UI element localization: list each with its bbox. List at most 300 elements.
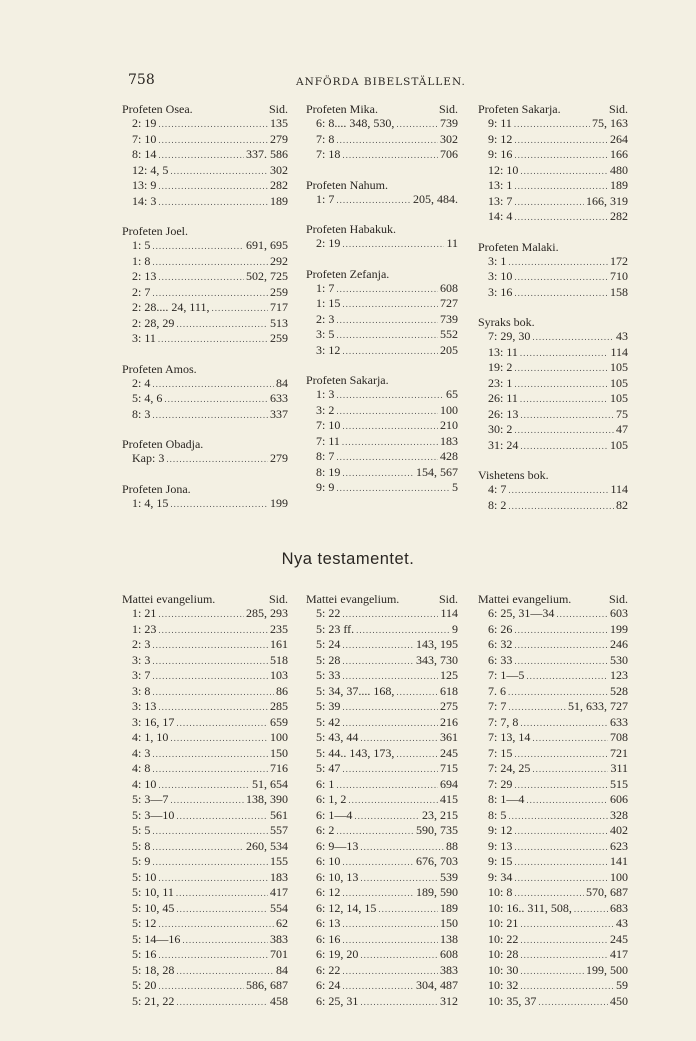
verse-reference: 5: 39 <box>316 699 341 713</box>
index-entry <box>306 116 458 132</box>
leader-dots <box>336 823 414 839</box>
section-heading <box>122 102 288 116</box>
verse-reference: 5: 3—10 <box>132 807 175 822</box>
verse-reference: 12: 10 <box>488 162 519 177</box>
page-references: 417 <box>270 885 288 899</box>
page-references: 633 <box>610 714 628 729</box>
page-references: 586, 687 <box>246 978 288 992</box>
leader-dots <box>538 994 608 1010</box>
index-entry <box>306 699 458 715</box>
index-entry <box>306 808 458 824</box>
page-references: 103 <box>270 668 288 682</box>
page-references: 502, 725 <box>246 269 288 283</box>
page-references: 105 <box>610 360 628 374</box>
index-entry <box>478 482 628 498</box>
verse-reference: 6: 12 <box>316 885 341 899</box>
index-entry <box>306 916 458 932</box>
verse-reference: 5: 44.. 143, 173, <box>316 745 395 760</box>
leader-dots <box>152 285 268 301</box>
verse-reference: 8: 19 <box>316 464 341 479</box>
verse-reference: 7: 7, 8 <box>488 714 519 729</box>
index-entry <box>306 730 458 746</box>
verse-reference: 8: 3 <box>132 406 151 421</box>
index-entry <box>122 870 288 886</box>
book-title: Mattei evangelium. <box>122 592 216 606</box>
book-title: Profeten Obadja. <box>122 437 204 451</box>
index-entry <box>306 637 458 653</box>
index-entry <box>478 147 628 163</box>
index-entry <box>478 422 628 438</box>
book-title: Syraks bok. <box>478 315 535 329</box>
verse-reference: 6: 33 <box>488 652 513 667</box>
index-entry <box>306 236 458 252</box>
page-references: 328 <box>610 807 628 822</box>
leader-dots <box>152 254 268 270</box>
verse-reference: 10: 35, 37 <box>488 993 537 1008</box>
leader-dots <box>176 885 268 901</box>
verse-reference: 1: 7 <box>316 191 335 206</box>
section-heading <box>122 437 288 451</box>
book-title: Profeten Nahum. <box>306 177 388 192</box>
verse-reference: 6: 19, 20 <box>316 947 359 961</box>
book-title: Profeten Sakarja. <box>306 373 389 387</box>
ot-column-1 <box>122 102 288 526</box>
book-title: Profeten Zefanja. <box>306 266 390 281</box>
verse-reference: 8: 7 <box>316 449 335 463</box>
index-entry <box>478 653 628 669</box>
verse-reference: 5: 10, 45 <box>132 900 175 915</box>
verse-reference: 10: 21 <box>488 916 519 930</box>
index-entry <box>478 391 628 407</box>
page-references: 135 <box>270 116 288 130</box>
leader-dots <box>158 777 250 793</box>
page-references: 623 <box>610 838 628 853</box>
index-entry <box>306 403 458 419</box>
leader-dots <box>342 296 438 312</box>
leader-dots <box>520 715 608 731</box>
index-section <box>478 468 628 513</box>
page-number: 758 <box>128 72 155 88</box>
index-entry <box>122 699 288 715</box>
page-references: 216 <box>440 714 458 729</box>
page-references: 183 <box>270 869 288 884</box>
page-references: 285 <box>270 699 288 713</box>
index-entry <box>306 901 458 917</box>
page-references: 199 <box>270 495 288 510</box>
index-entry <box>478 916 628 932</box>
page-references: 75, 163 <box>592 116 628 130</box>
verse-reference: 8: 2 <box>488 497 507 512</box>
index-entry <box>122 254 288 270</box>
leader-dots <box>574 901 608 917</box>
index-entry <box>478 699 628 715</box>
verse-reference: 6: 12, 14, 15 <box>316 900 377 915</box>
verse-reference: 12: 4, 5 <box>132 162 169 177</box>
index-entry <box>122 653 288 669</box>
page-references: 105 <box>610 391 628 405</box>
leader-dots <box>360 839 444 855</box>
leader-dots <box>526 792 608 808</box>
page-references: 105 <box>610 437 628 452</box>
verse-reference: 9: 12 <box>488 823 513 837</box>
leader-dots <box>342 653 414 669</box>
page-references: 43 <box>616 916 628 930</box>
verse-reference: 13: 7 <box>488 193 513 208</box>
index-entry <box>306 449 458 465</box>
index-entry <box>478 637 628 653</box>
page-references: 739 <box>440 311 458 326</box>
verse-reference: 4: 3 <box>132 745 151 760</box>
leader-dots <box>342 465 414 481</box>
leader-dots <box>342 916 438 932</box>
page-references: 141 <box>610 854 628 868</box>
page-references: 302 <box>270 162 288 177</box>
page-references: 161 <box>270 637 288 651</box>
verse-reference: 2: 3 <box>316 311 335 326</box>
page-references: 415 <box>440 792 458 806</box>
nt-column-3 <box>478 592 628 1024</box>
index-section <box>306 178 458 208</box>
verse-reference: 5: 10 <box>132 869 157 884</box>
page-references: 245 <box>440 745 458 760</box>
page-references: 189, 590 <box>416 885 458 899</box>
verse-reference: 9: 12 <box>488 131 513 146</box>
leader-dots <box>514 777 608 793</box>
index-section <box>122 362 288 423</box>
page-references: 480 <box>610 162 628 177</box>
verse-reference: 5: 16 <box>132 947 157 961</box>
index-entry <box>122 178 288 194</box>
index-entry <box>122 132 288 148</box>
index-entry <box>306 932 458 948</box>
index-entry <box>478 132 628 148</box>
index-entry <box>122 978 288 994</box>
page-references: 105 <box>610 375 628 390</box>
book-title: Profeten Osea. <box>122 102 193 116</box>
verse-reference: 10: 8 <box>488 885 513 899</box>
index-entry <box>478 163 628 179</box>
leader-dots <box>152 668 268 684</box>
page-references: 608 <box>440 947 458 961</box>
index-entry <box>478 329 628 345</box>
index-entry <box>478 622 628 638</box>
leader-dots <box>336 777 438 793</box>
verse-reference: 2: 7 <box>132 284 151 299</box>
leader-dots <box>176 963 274 979</box>
index-entry <box>122 238 288 254</box>
page-references: 282 <box>270 178 288 192</box>
index-entry <box>478 885 628 901</box>
verse-reference: 3: 8 <box>132 683 151 698</box>
section-heading <box>122 362 288 376</box>
page-references: 515 <box>610 776 628 791</box>
nt-column-1 <box>122 592 288 1024</box>
page-references: 51, 633, 727 <box>568 699 628 713</box>
verse-reference: 6: 22 <box>316 962 341 977</box>
verse-reference: 1: 23 <box>132 621 157 636</box>
index-entry <box>478 901 628 917</box>
page-references: 62 <box>276 916 288 930</box>
leader-dots <box>342 963 438 979</box>
leader-dots <box>514 147 608 163</box>
leader-dots <box>336 449 438 465</box>
sid-label: Sid. <box>438 592 458 606</box>
index-entry <box>478 209 628 225</box>
index-entry <box>306 746 458 762</box>
leader-dots <box>532 730 608 746</box>
leader-dots <box>158 622 268 638</box>
index-entry <box>478 932 628 948</box>
page-references: 717 <box>270 300 288 314</box>
verse-reference: 6: 13 <box>316 916 341 930</box>
leader-dots <box>508 482 608 498</box>
page-references: 114 <box>610 482 628 496</box>
index-entry <box>306 777 458 793</box>
verse-reference: 6: 16 <box>316 931 341 946</box>
page-references: 75 <box>616 406 628 421</box>
leader-dots <box>348 792 438 808</box>
verse-reference: 1: 5 <box>132 238 151 252</box>
page-references: 539 <box>440 869 458 884</box>
page-references: 428 <box>440 449 458 463</box>
verse-reference: 8: 5 <box>488 807 507 822</box>
page-references: 264 <box>610 131 628 146</box>
page-references: 84 <box>276 375 288 390</box>
leader-dots <box>336 387 444 403</box>
leader-dots <box>336 403 438 419</box>
verse-reference: 5: 9 <box>132 854 151 868</box>
page-references: 51, 654 <box>252 776 288 791</box>
index-entry <box>122 668 288 684</box>
verse-reference: 5: 24 <box>316 637 341 651</box>
leader-dots <box>514 376 608 392</box>
verse-reference: 3: 3 <box>132 652 151 667</box>
leader-dots <box>520 407 614 423</box>
index-entry <box>306 480 458 496</box>
index-entry <box>306 312 458 328</box>
verse-reference: 7. 6 <box>488 683 506 698</box>
book-title: Mattei evangelium. <box>306 592 400 606</box>
index-entry <box>122 730 288 746</box>
page-references: 554 <box>270 900 288 915</box>
section-heading <box>306 222 458 236</box>
section-heading <box>478 468 628 482</box>
verse-reference: 2: 13 <box>132 269 157 283</box>
page-references: 166 <box>610 147 628 161</box>
index-entry <box>478 978 628 994</box>
verse-reference: 10: 30 <box>488 962 519 977</box>
index-entry <box>306 870 458 886</box>
index-entry <box>306 281 458 297</box>
verse-reference: 5: 12 <box>132 916 157 930</box>
leader-dots <box>514 839 608 855</box>
book-title: Profeten Amos. <box>122 361 197 376</box>
index-entry <box>478 715 628 731</box>
verse-reference: 7: 11 <box>316 433 340 448</box>
verse-reference: 3: 12 <box>316 342 341 357</box>
verse-reference: 6: 26 <box>488 621 513 636</box>
page-references: 708 <box>610 730 628 744</box>
leader-dots <box>342 434 438 450</box>
leader-dots <box>158 699 268 715</box>
leader-dots <box>514 360 608 376</box>
index-entry <box>122 823 288 839</box>
page-references: 143, 195 <box>416 637 458 651</box>
leader-dots <box>514 885 584 901</box>
page-references: 561 <box>270 807 288 822</box>
leader-dots <box>532 329 614 345</box>
leader-dots <box>342 147 438 163</box>
leader-dots <box>342 418 438 434</box>
verse-reference: 9: 13 <box>488 838 513 853</box>
leader-dots <box>176 901 268 917</box>
page-references: 701 <box>270 947 288 961</box>
page-references: 285, 293 <box>246 606 288 620</box>
section-heading <box>478 315 628 329</box>
index-entry <box>478 407 628 423</box>
index-section <box>478 102 628 225</box>
verse-reference: 10: 22 <box>488 931 519 946</box>
index-entry <box>122 163 288 179</box>
leader-dots <box>158 947 268 963</box>
leader-dots <box>360 870 438 886</box>
leader-dots <box>396 684 438 700</box>
page-references: 343, 730 <box>416 652 458 667</box>
verse-reference: 7: 10 <box>316 418 341 432</box>
verse-reference: 5: 34, 37.... 168, <box>316 683 395 698</box>
verse-reference: 5: 8 <box>132 838 151 853</box>
verse-reference: 7: 24, 25 <box>488 761 531 775</box>
verse-reference: 6: 1—4 <box>316 807 353 822</box>
book-title: Profeten Mika. <box>306 102 378 116</box>
leader-dots <box>520 916 614 932</box>
verse-reference: 5: 43, 44 <box>316 730 359 744</box>
verse-reference: 6: 9—13 <box>316 838 359 853</box>
leader-dots <box>520 978 614 994</box>
page-references: 88 <box>446 838 458 853</box>
page-references: 450 <box>610 993 628 1008</box>
verse-reference: 7: 7 <box>488 699 507 713</box>
leader-dots <box>520 947 608 963</box>
page-references: 279 <box>270 131 288 146</box>
index-entry <box>306 327 458 343</box>
index-entry <box>306 434 458 450</box>
index-entry <box>478 606 628 622</box>
leader-dots <box>514 285 608 301</box>
leader-dots <box>514 116 590 132</box>
index-entry <box>306 606 458 622</box>
page-references: 82 <box>616 497 628 512</box>
nt-heading: Nya testamentet. <box>281 550 415 568</box>
leader-dots <box>556 606 608 622</box>
verse-reference: 6: 10 <box>316 854 341 868</box>
index-entry <box>478 823 628 839</box>
page-references: 183 <box>440 433 458 448</box>
verse-reference: 1: 7 <box>316 280 335 295</box>
leader-dots <box>396 116 438 132</box>
section-heading <box>122 592 288 606</box>
section-heading <box>306 373 458 387</box>
leader-dots <box>182 932 268 948</box>
running-head: ANFÖRDA BIBELSTÄLLEN. <box>296 76 466 88</box>
index-entry <box>478 994 628 1010</box>
page-references: 606 <box>610 792 628 806</box>
leader-dots <box>158 116 268 132</box>
index-entry <box>122 147 288 163</box>
leader-dots <box>158 178 268 194</box>
page-references: 125 <box>440 668 458 682</box>
section-heading <box>306 102 458 116</box>
verse-reference: 1: 8 <box>132 253 151 268</box>
sid-label: Sid. <box>268 592 288 606</box>
index-entry <box>306 947 458 963</box>
leader-dots <box>152 653 268 669</box>
page-references: 706 <box>440 147 458 161</box>
index-entry <box>478 194 628 210</box>
index-entry <box>306 978 458 994</box>
ot-column-2 <box>306 102 458 511</box>
leader-dots <box>158 132 268 148</box>
page-references: 210 <box>440 418 458 432</box>
page-references: 716 <box>270 761 288 775</box>
index-entry <box>478 730 628 746</box>
page-references: 199 <box>610 621 628 636</box>
page-references: 123 <box>610 668 628 682</box>
leader-dots <box>514 870 608 886</box>
verse-reference: 3: 2 <box>316 402 335 417</box>
sid-label: Sid. <box>438 102 458 116</box>
page-references: 154, 567 <box>416 464 458 479</box>
verse-reference: 10: 32 <box>488 978 519 992</box>
index-entry <box>122 451 288 467</box>
index-section <box>122 102 288 209</box>
page-references: 114 <box>440 606 458 620</box>
verse-reference: 7: 15 <box>488 745 513 760</box>
sid-label: Sid. <box>608 102 628 116</box>
leader-dots <box>158 606 244 622</box>
index-section <box>306 222 458 252</box>
leader-dots <box>514 269 608 285</box>
page-references: 530 <box>610 652 628 667</box>
page-references: 603 <box>610 606 628 620</box>
leader-dots <box>152 761 268 777</box>
verse-reference: 9: 9 <box>316 480 335 494</box>
page-references: 100 <box>440 402 458 417</box>
page-references: 23, 215 <box>422 807 458 822</box>
page-references: 694 <box>440 776 458 791</box>
index-section <box>306 373 458 496</box>
index-entry <box>122 407 288 423</box>
section-heading <box>306 267 458 281</box>
leader-dots <box>152 823 268 839</box>
verse-reference: 6: 8.... 348, 530, <box>316 116 395 130</box>
index-entry <box>306 343 458 359</box>
leader-dots <box>342 932 438 948</box>
leader-dots <box>342 343 438 359</box>
verse-reference: 4: 8 <box>132 761 151 775</box>
index-entry <box>478 116 628 132</box>
leader-dots <box>514 132 608 148</box>
index-entry <box>306 296 458 312</box>
verse-reference: 2: 4 <box>132 375 151 390</box>
page-references: 5 <box>452 480 458 494</box>
page-references: 361 <box>440 730 458 744</box>
page-references: 715 <box>440 761 458 775</box>
verse-reference: 13: 1 <box>488 178 513 192</box>
index-entry <box>306 668 458 684</box>
verse-reference: 4: 1, 10 <box>132 730 169 744</box>
leader-dots <box>164 391 268 407</box>
